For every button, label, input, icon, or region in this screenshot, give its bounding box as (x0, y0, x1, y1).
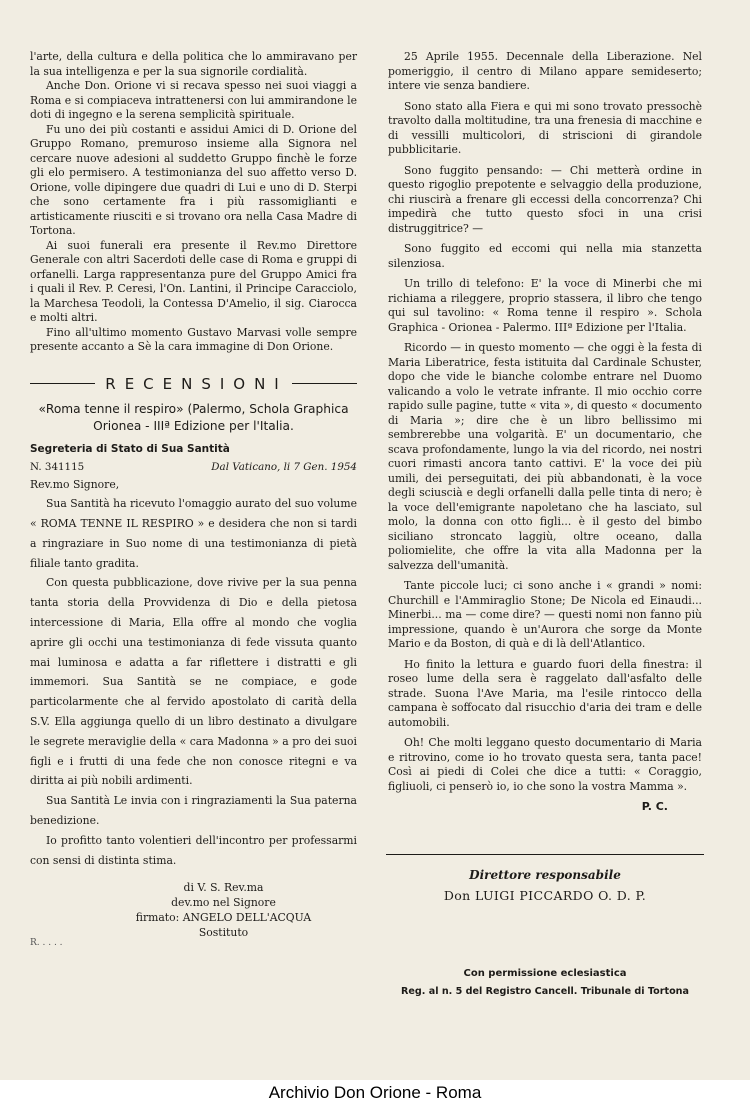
letter-salutation: Rev.mo Signore, (30, 477, 120, 491)
director-label: Direttore responsabile (469, 868, 621, 882)
section-title: RECENSIONI (105, 374, 288, 393)
review-paragraph: Ricordo — in questo momento — che oggi è la festa di Maria Liberatrice, festa istituita dal Cardinale Schuster, dopo che vide le bianche colombe entrare nel Duomo valicando a volo le vetrate infrante. Il mio occhio corre rapido sulle pagine, tutte « vita », di questo « documento di Maria »; dire che è un libro bellissimo mi sembrerebbe una volgarità. E' un documentario, che scava profondamente, lungo la via del ricordo, nei nostri cuori rimasti ancora tanto cattivi. E' la voce dei più umili, dei perseguitati, dei più abbandonati, è la voce degli sciuscià e degli orfanelli dalla pelle tinta di nero; è la voce dell'emigrante napoletano che ha lasciato, sul molo, la donna con otto figli... è il gesto del bimbo siciliano stroncato laggiù, oltre oceano, dalla poliomielite, che offre la vita alla Madonna per la salvezza dell'umanità. (388, 341, 702, 572)
review-paragraph: Sono fuggito pensando: — Chi metterà ordine in questo rigoglio prepotente e selvaggio della produzione, chi riuscirà a frenare gli eccessi della concorrenza? Chi impedirà che tutto questo sfoci in una crisi distruggitrice? — (388, 163, 702, 235)
director-name: Don LUIGI PICCARDO O. D. P. (443, 888, 647, 903)
heading-rule-right (292, 383, 357, 384)
intro-paragraph: Anche Don. Orione vi si recava spesso nei suoi viaggi a Roma e si compiaceva intrattenersi con lui ammirandone le doti di ingegno e la serena semplicità spirituale. (30, 79, 357, 121)
letter-body (30, 475, 357, 871)
review-paragraph: Oh! Che molti leggano questo documentario di Maria e ritrovino, come io ho trovato questa sera, tanta pace! Così ai piedi di Colei che dice a tutti: « Coraggio, figliuoli, ci penserò io, io che sono la vostra Mamma ». (388, 736, 702, 793)
archive-footer-bar: Archivio Don Orione - Roma (0, 1080, 750, 1106)
review-signature: P. C. (641, 800, 668, 813)
letter-paragraph: Io profitto tanto volentieri dell'incontro per professarmi con sensi di distinta stima. (30, 833, 357, 867)
review-paragraph: Ho finito la lettura e guardo fuori della finestra: il roseo lume della sera è raggelato dall'asfalto delle strade. Suona l'Ave Maria, ma l'esile rintocco della campana è soffocato dal risucchio d'aria dei tram e delle automobili. (388, 657, 702, 729)
protocol-date: Dal Vaticano, li 7 Gen. 1954 (211, 460, 357, 473)
left-column (30, 50, 357, 948)
review-paragraph: Un trillo di telefono: E' la voce di Minerbi che mi richiama a rileggere, proprio stassera, il libro che tengo qui sul tavolino: « Roma tenne il respiro ». Schola Graphica - Orionea - Palermo. IIIª Edizione per l'Italia. (388, 277, 702, 334)
protocol-row (30, 461, 357, 473)
book-title: «Roma tenne il respiro» (Palermo, Schola Graphica Orionea - IIIª Edizione per l'Italia. (38, 401, 349, 433)
intro-paragraph: Fino all'ultimo momento Gustavo Marvasi volle sempre presente accanto a Sè la cara immagine di Don Orione. (30, 325, 357, 353)
office-heading: Segreteria di Stato di Sua Santità (30, 442, 230, 455)
letter-paragraph: Sua Santità ha ricevuto l'omaggio aurato del suo volume « ROMA TENNE IL RESPIRO » e desidera che non si tardi a ringraziare in Suo nome di una testimonianza di pietà filiale tanto gradita. (30, 497, 357, 570)
closing-dots: R. . . . . (30, 938, 63, 949)
heading-rule-left (30, 383, 95, 384)
footer-divider (386, 854, 704, 855)
letter-paragraph: Con questa pubblicazione, dove rivive per la sua penna tanta storia della Provvidenza di Dio e della pietosa intercessione di Maria, Ella offre al mondo che voglia aprire gli occhi una testimonianza di fede vissuta quanto mai luminosa e adatta a far riflettere i distratti e gli immemori. Sua Santità se ne compiace, e gode particolarmente che al fervido apostolato di carità della S.V. Ella aggiunga quello di un libro destinato a divulgare le segrete meraviglie della « cara Madonna » a pro dei suoi figli e i frutti di una fede che non conosce ritegni e va diritta ai più nobili ardimenti. (30, 576, 357, 788)
closing-line: Sostituto (198, 926, 249, 940)
review-paragraph: Tante piccole luci; ci sono anche i « grandi » nomi: Churchill e l'Ammiraglio Stone; De Nicola ed Einaudi... Minerbi... ma — come dire? — questi nomi non fanno più impressione, quando è un'Aurora che sorge da Monte Mario e da Boston, di quà e di là dell'Atlantico. (388, 579, 702, 650)
registration-line: Reg. al n. 5 del Registro Cancell. Tribunale di Tortona (400, 986, 689, 997)
permission-line: Con permissione eclesiastica (463, 968, 627, 979)
review-paragraph: 25 Aprile 1955. Decennale della Liberazione. Nel pomeriggio, il centro di Milano appare semideserto; intere vie senza bandiere. (388, 50, 702, 92)
protocol-number: N. 341115 (30, 460, 85, 473)
review-paragraph: Sono stato alla Fiera e qui mi sono trovato pressochè travolto dalla moltitudine, tra una frenesia di macchine e di vessilli multicolori, di striscioni di girandole pubblicitarie. (388, 99, 702, 156)
right-column (388, 50, 702, 813)
letter-paragraph: Sua Santità Le invia con i ringraziamenti la Sua paterna benedizione. (30, 794, 357, 828)
closing-line: dev.mo nel Signore (171, 896, 276, 910)
closing-line: di V. S. Rev.ma (183, 881, 264, 895)
intro-paragraph: Ai suoi funerali era presente il Rev.mo Direttore Generale con altri Sacerdoti delle case di Roma e gruppi di orfanelli. Larga rappresentanza pure del Gruppo Amici fra i quali il Rev. P. Ceresi, l'On. Lantini, il Principe Caracciolo, la Marchesa Teodoli, la Contessa D'Amelio, il sig. Ciarocca e molti altri. (30, 238, 357, 324)
letter-closing (30, 880, 357, 940)
section-heading (30, 375, 357, 393)
review-paragraph: Sono fuggito ed eccomi qui nella mia stanzetta silenziosa. (388, 242, 702, 270)
closing-line: firmato: ANGELO DELL'ACQUA (135, 911, 312, 925)
intro-paragraph: Fu uno dei più costanti e assidui Amici di D. Orione del Gruppo Romano, premuroso insieme alla Signora nel cercare nuove adesioni al suddetto Gruppo finchè le forze gli elo permisero. A testimonianza del suo affetto verso D. Orione, volle dipingere due quadri di Lui e uno di D. Sterpi che sono certamente fra i più rassomiglianti e artisticamente riusciti e si trovano ora nella Casa Madre di Tortona. (30, 122, 357, 237)
intro-paragraph: l'arte, della cultura e della politica che lo ammiravano per la sua intelligenza e per la sua signorile cordialità. (30, 50, 357, 78)
